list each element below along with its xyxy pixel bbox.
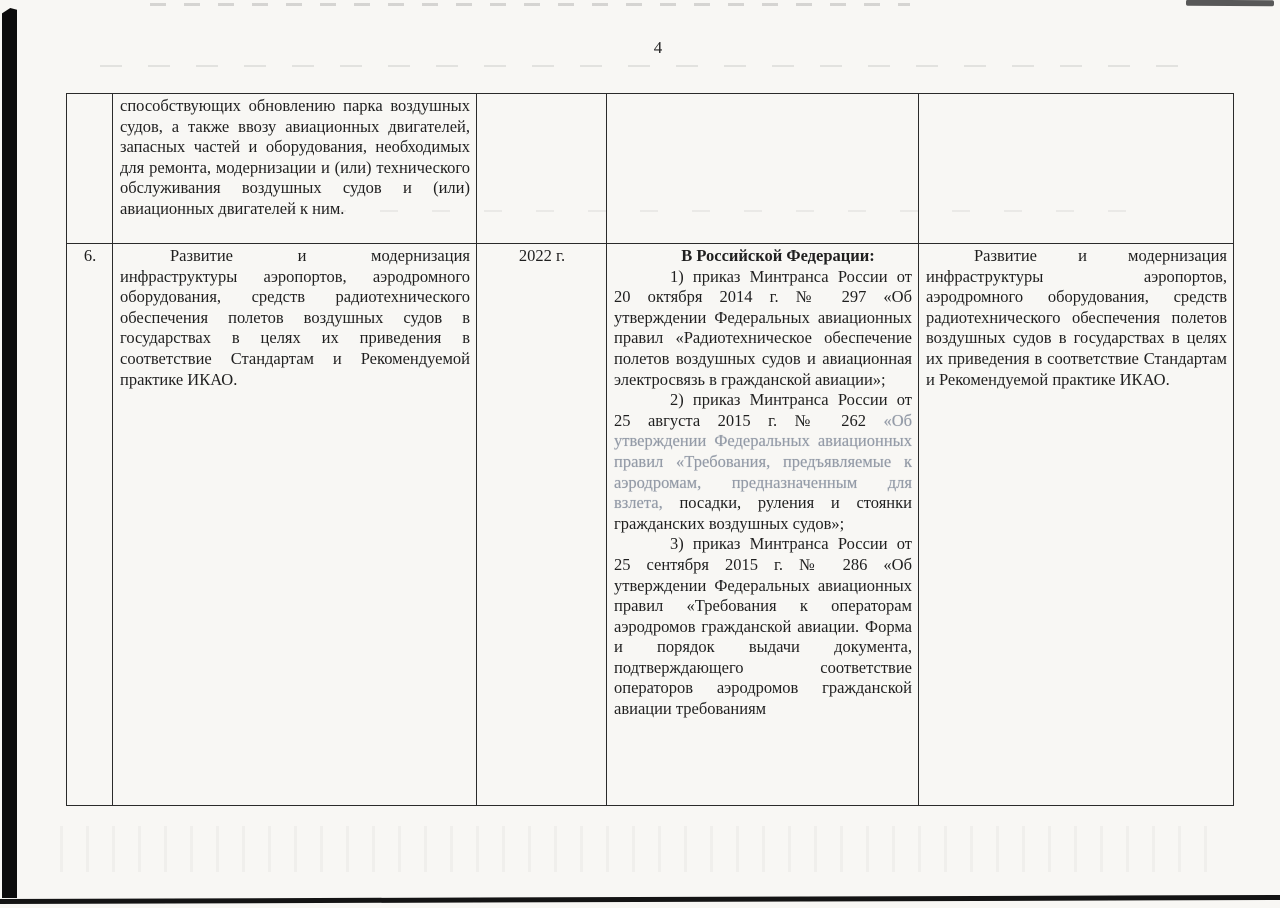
measure-text: Развитие и модернизация инфраструктуры аэропортов, аэродромного оборудования, средств радиотехнического обеспечения полетов воздушных судов в государствах в целях их приведения в соответствие Стандартам и Рекомендуемой практике ИКАО.	[120, 246, 470, 389]
page-number: 4	[653, 38, 663, 57]
legal-act-item-2-normal: 2) приказ Минтранса России от 25 августа 2015 г. № 262	[614, 390, 912, 430]
table-row-6	[67, 244, 1234, 806]
scan-smudge-top	[150, 3, 910, 6]
table-row-continuation	[67, 94, 1234, 244]
legal-acts-heading: В Российской Федерации:	[681, 246, 875, 265]
measure-text-cell	[113, 244, 477, 806]
row-number-cell	[67, 94, 113, 244]
status-text: Развитие и модернизация инфраструктуры аэропортов, аэродромного оборудования, средств радиотехнического обеспечения полетов воздушных судов в государствах в целях их приведения в соответствие Стандартам и Рекомендуемой практике ИКАО.	[926, 246, 1227, 389]
legal-acts-cell	[607, 244, 919, 806]
legal-act-item-2-faded: «Об утверждении Федеральных авиационных правил «Требования, предъявляемые к аэродромам, предназначенным для взлета,	[614, 410, 912, 513]
row-number-cell: 6.	[67, 244, 113, 806]
status-cell	[919, 244, 1234, 806]
legal-act-item-2	[614, 390, 912, 534]
scan-bottom-line	[0, 895, 1280, 904]
measures-table	[66, 93, 1234, 806]
scan-smudge-line	[100, 65, 1180, 67]
term-cell: 2022 г.	[477, 244, 607, 806]
legal-act-item-2-end: посадки, руления и стоянки гражданских воздушных судов»;	[614, 493, 912, 533]
scan-noise	[60, 826, 1210, 872]
status-cell	[919, 94, 1234, 244]
measure-continuation-text: способствующих обновлению парка воздушных судов, а также ввозу авиационных двигателей, запасных частей и оборудования, необходимых для ремонта, модернизации и (или) технического обслуживания воздушных судов и (или) авиационных двигателей к ним.	[120, 96, 470, 218]
scan-edge-band	[2, 8, 17, 898]
measure-text-cell	[113, 94, 477, 244]
legal-act-item-3: 3) приказ Минтранса России от 25 сентября 2015 г. № 286 «Об утверждении Федеральных авиационных правил «Требования к операторам аэродромов гражданской авиации. Форма и порядок выдачи документа, подтверждающего соответствие операторов аэродромов гражданской авиации требованиям	[614, 534, 912, 719]
legal-act-item-1: 1) приказ Минтранса России от 20 октября 2014 г. № 297 «Об утверждении Федеральных авиационных правил «Радиотехническое обеспечение полетов воздушных судов и авиационная электросвязь в гражданской авиации»;	[614, 266, 912, 389]
term-cell	[477, 94, 607, 244]
scan-smudge-top-right	[1186, 0, 1274, 6]
legal-acts-cell	[607, 94, 919, 244]
